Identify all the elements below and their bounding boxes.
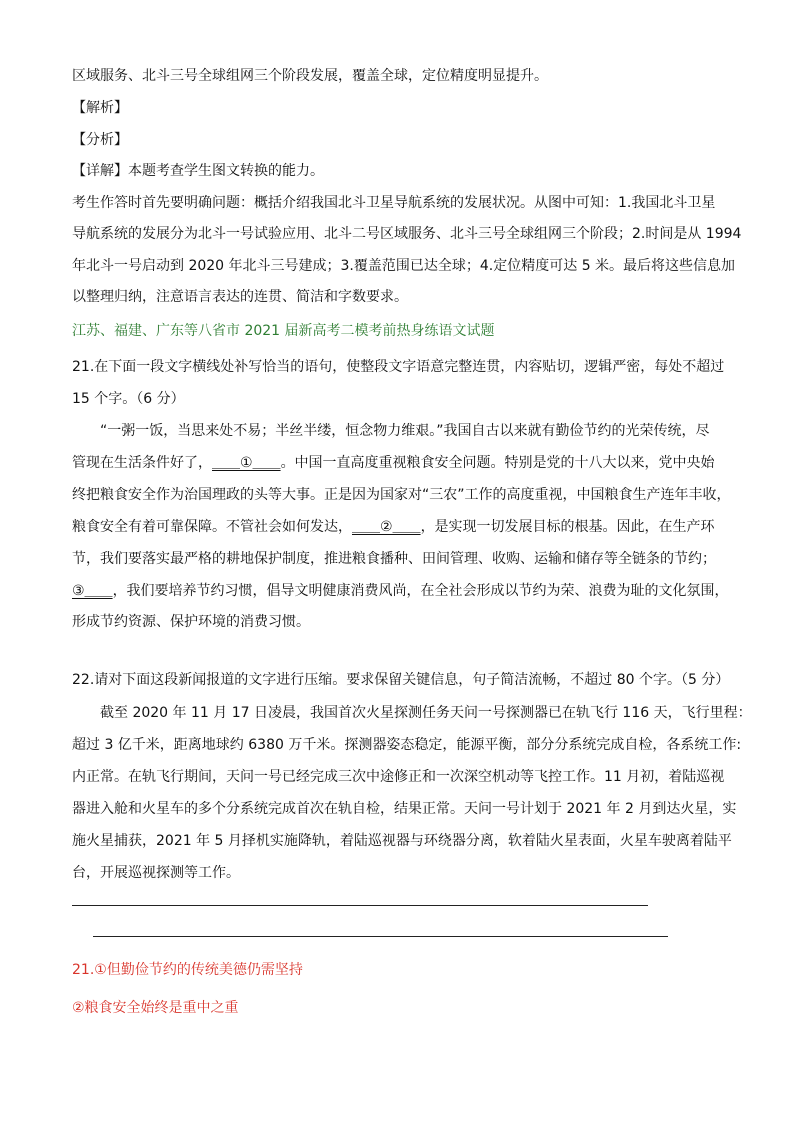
fenxi-heading: 【分析】 [72, 132, 128, 148]
question-21-stem: 15 个字。（6 分） [72, 391, 185, 407]
answer-line-1 [72, 905, 648, 906]
body-text-line: 以整理归纳，注意语言表达的连贯、简洁和字数要求。 [72, 289, 408, 305]
answer-21-2: ②粮食安全始终是重中之重 [72, 1000, 239, 1016]
question-22-paragraph: 内正常。在轨飞行期间，天问一号已经完成三次中途修正和一次深空机动等飞控工作。11 月初，着陆巡视 [72, 769, 725, 785]
paragraph-text: ，我们要培养节约习惯，倡导文明健康消费风尚，在全社会形成以节约为荣、浪费为耻的文化氛围， [112, 583, 729, 599]
answer-line-2 [93, 936, 668, 937]
body-text-line: 导航系统的发展分为北斗一号试验应用、北斗二号区域服务、北斗三号全球组网三个阶段；2.时间是从 1994 [72, 226, 742, 242]
question-22-paragraph: 器进入舱和火星车的多个分系统完成首次在轨自检，结果正常。天问一号计划于 2021 年 2 月到达火星，实 [72, 801, 737, 817]
paragraph-text: 管现在生活条件好了， [72, 455, 212, 471]
answer-21-1: 21.①但勤俭节约的传统美德仍需坚持 [72, 962, 303, 978]
body-text-line: 年北斗一号启动到 2020 年北斗三号建成；3.覆盖范围已达全球；4.定位精度可达 5 米。最后将这些信息加 [72, 258, 736, 274]
question-22-paragraph: 截至 2020 年 11 月 17 日凌晨，我国首次火星探测任务天问一号探测器已在轨飞行 116 天，飞行里程： [100, 705, 752, 721]
question-22-paragraph: 超过 3 亿千米，距离地球约 6380 万千米。探测器姿态稳定，能源平衡，部分分系统完成自检，各系统工作: [72, 737, 742, 753]
question-21-paragraph: 终把粮食安全作为治国理政的头等大事。正是因为国家对“三农”工作的高度重视，中国粮食生产连年丰收， [72, 487, 731, 503]
question-21-stem: 21.在下面一段文字横线处补写恰当的语句，使整段文字语意完整连贯，内容贴切，逻辑严密，每处不超过 [72, 359, 725, 375]
detail-heading: 【详解】本题考查学生图文转换的能力。 [72, 163, 324, 179]
body-text-line: 考生作答时首先要明确问题：概括介绍我国北斗卫星导航系统的发展状况。从图中可知：1.我国北斗卫星 [72, 195, 716, 211]
question-22-paragraph: 台，开展巡视探测等工作。 [72, 865, 240, 881]
question-21-paragraph [72, 581, 729, 601]
section-title: 江苏、福建、广东等八省市 2021 届新高考二模考前热身练语文试题 [72, 323, 495, 339]
paragraph-text: 粮食安全有着可靠保障。不管社会如何发达， [72, 519, 352, 535]
paragraph-text: 。中国一直高度重视粮食安全问题。特别是党的十八大以来，党中央始 [280, 455, 715, 471]
fill-blank-3: ③＿＿ [72, 583, 113, 599]
question-21-paragraph: 节，我们要落实最严格的耕地保护制度，推进粮食播种、田间管理、收购、运输和储存等全链条的节约； [72, 551, 716, 567]
fill-blank-1: ＿＿①＿＿ [212, 455, 281, 471]
fill-blank-2: ＿＿②＿＿ [352, 519, 421, 535]
question-21-paragraph: 形成节约资源、保护环境的消费习惯。 [72, 614, 310, 630]
question-21-paragraph [72, 517, 715, 537]
question-21-paragraph: “一粥一饭，当思来处不易；半丝半缕，恒念物力维艰。”我国自古以来就有勤俭节约的光荣传统，尽 [100, 423, 710, 439]
body-text-line: 区域服务、北斗三号全球组网三个阶段发展，覆盖全球，定位精度明显提升。 [72, 68, 548, 84]
question-22-stem: 22.请对下面这段新闻报道的文字进行压缩。要求保留关键信息，句子简洁流畅，不超过 80 个字。（5 分） [72, 672, 730, 688]
paragraph-text: ，是实现一切发展目标的根基。因此，在生产环 [420, 519, 715, 535]
question-21-paragraph [72, 453, 715, 473]
question-22-paragraph: 施火星捕获，2021 年 5 月择机实施降轨，着陆巡视器与环绕器分离，软着陆火星表面，火星车驶离着陆平 [72, 833, 732, 849]
analysis-heading: 【解析】 [72, 100, 128, 116]
